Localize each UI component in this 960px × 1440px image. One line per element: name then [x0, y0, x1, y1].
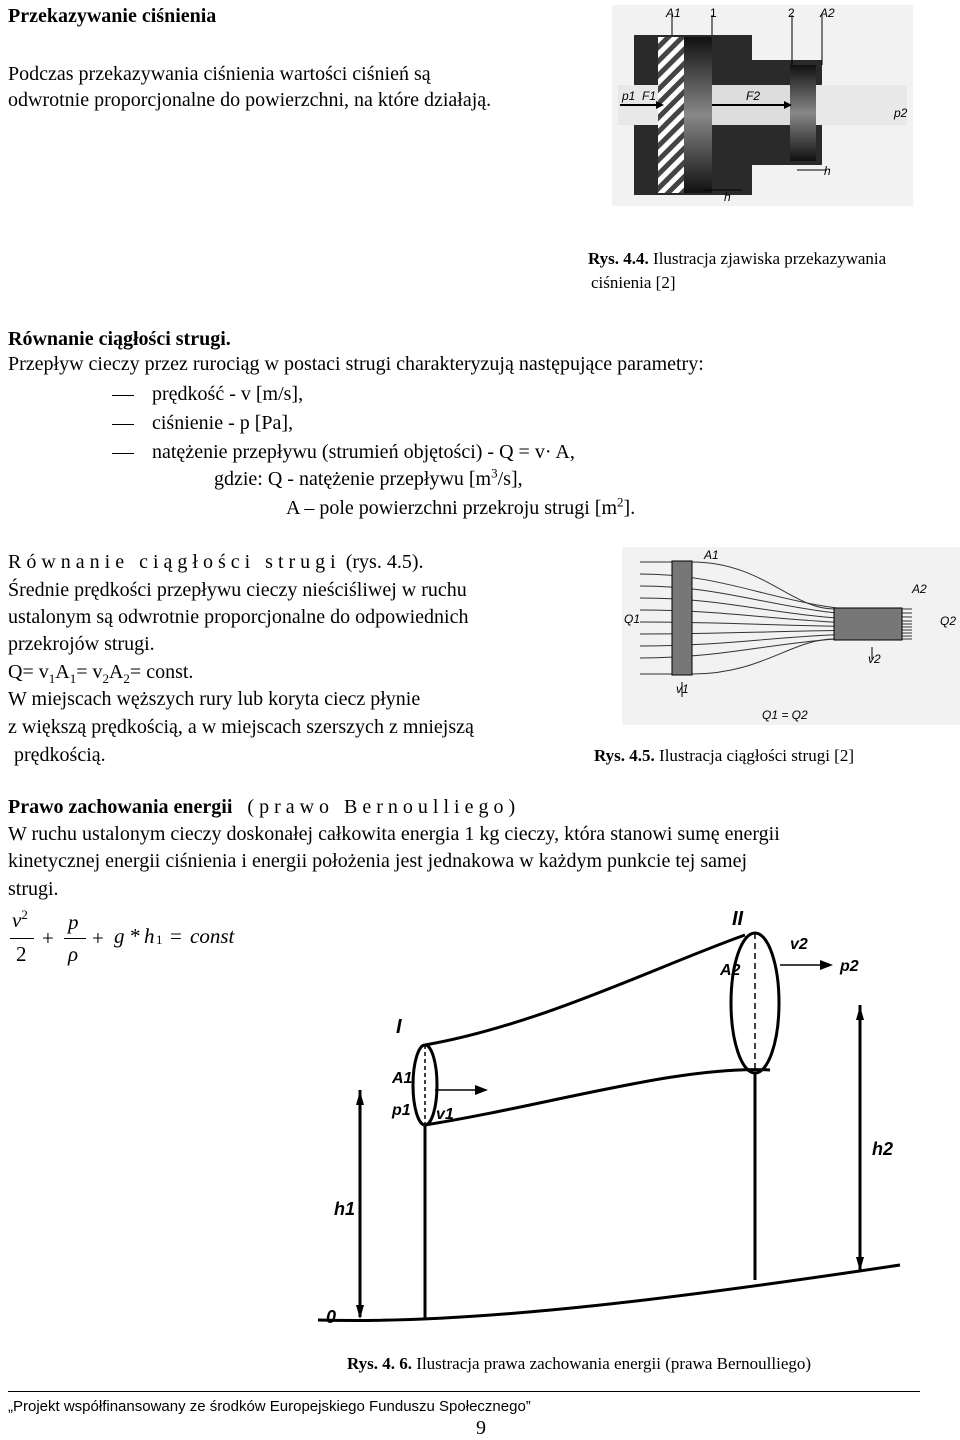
- definition-text: /s],: [497, 468, 523, 490]
- list-dash: [112, 453, 134, 454]
- list-item: [112, 440, 575, 464]
- label-p2: p2: [840, 958, 859, 975]
- continuity-heading: [8, 550, 424, 574]
- formula-exponent: 2: [21, 907, 28, 922]
- figure-caption: [594, 746, 854, 766]
- superscript: 3: [491, 465, 498, 481]
- list-item-text: prędkość - v [m/s],: [152, 383, 304, 405]
- footer-divider: [8, 1391, 920, 1392]
- definition-line: [286, 496, 635, 520]
- formula-star: *: [130, 924, 141, 948]
- text-line: Podczas przekazywania ciśnienia wartości ciśnień są: [8, 63, 431, 85]
- definition-text: A – pole powierzchni przekroju strugi [m: [286, 497, 618, 519]
- bernoulli-formula: [10, 908, 250, 972]
- formula-const: const: [190, 924, 235, 948]
- eq-part: = v: [76, 661, 103, 683]
- figure-caption-text: Ilustracja prawa zachowania energii (prawa Bernoulliego): [416, 1354, 812, 1373]
- spaced-heading: Równanie ciągłości strugi: [8, 551, 341, 573]
- formula-rho: ρ: [68, 942, 79, 966]
- text-line: kinetycznej energii ciśnienia i energii położenia jest jednakowa w każdym punkcie tej samej: [8, 850, 748, 872]
- text-line: odwrotnie proporcjonalne do powierzchni, na które działają.: [8, 89, 492, 111]
- text-line: ustalonym są odwrotnie proporcjonalne do odpowiednich: [8, 606, 469, 628]
- text-line: z większą prędkością, a w miejscach szerszych z mniejszą: [8, 716, 474, 738]
- label-h1: h1: [334, 1199, 356, 1219]
- label-v2: v2: [868, 652, 881, 666]
- label-p1: p1: [622, 89, 636, 103]
- label-p2: p2: [894, 106, 908, 120]
- subscript: 2: [102, 671, 109, 686]
- figure-caption-text: Ilustracja ciągłości strugi [2]: [659, 746, 855, 765]
- label-A1: A1: [666, 6, 681, 20]
- text-line: Średnie prędkości przepływu cieczy nieściśliwej w ruchu: [8, 579, 467, 601]
- label-F1: F1: [642, 89, 657, 103]
- text-line: W miejscach węższych rury lub koryta ciecz płynie: [8, 688, 421, 710]
- label-p1: p1: [392, 1102, 411, 1119]
- list-item-text: ciśnienie - p [Pa],: [152, 412, 294, 434]
- text-line: strugi.: [8, 878, 59, 900]
- definition-text: ].: [623, 497, 636, 519]
- list-item: [112, 411, 293, 435]
- pressure-transfer-diagram: [612, 5, 913, 206]
- section-title-pressure-transfer: Przekazywanie ciśnienia: [8, 5, 217, 27]
- label-v2: v2: [790, 936, 808, 953]
- section-title-continuity: Równanie ciągłości strugi.: [8, 328, 231, 350]
- formula-v: v: [12, 908, 22, 932]
- bernoulli-heading: [8, 795, 520, 819]
- label-section-I: I: [396, 1016, 402, 1038]
- text-line: przekrojów strugi.: [8, 633, 155, 655]
- fraction-bar: [64, 938, 86, 939]
- spaced-heading: (prawo Bernoulliego): [247, 796, 521, 818]
- label-A2: A2: [720, 962, 741, 979]
- label-Q1: Q1: [624, 612, 641, 626]
- figure-number: Rys. 4.4.: [588, 249, 649, 268]
- list-dash: [112, 424, 134, 425]
- figure-number: Rys. 4.5.: [594, 746, 655, 765]
- label-zero: 0: [326, 1307, 337, 1327]
- label-v1: v1: [676, 682, 689, 696]
- figure-reference: (rys. 4.5).: [345, 551, 424, 573]
- label-h2: h2: [872, 1139, 894, 1159]
- list-item-text: natężenie przepływu (strumień objętości) - Q = v· A,: [152, 441, 575, 463]
- list-item: [112, 382, 303, 406]
- figure-bernoulli: [300, 905, 910, 1345]
- label-h: h: [724, 190, 731, 204]
- label-F2: F2: [746, 89, 761, 103]
- label-Q2: Q2: [940, 614, 957, 628]
- figure-pressure-transfer: [612, 5, 913, 206]
- formula-equals: =: [170, 924, 182, 948]
- formula-plus: +: [92, 926, 104, 950]
- formula-g: g: [114, 924, 125, 948]
- eq-part: A: [55, 661, 70, 683]
- page-number: 9: [476, 1417, 486, 1439]
- definition-line: [214, 467, 523, 491]
- figure-continuity: [622, 547, 960, 725]
- continuity-equation: [8, 660, 193, 684]
- label-A1: A1: [704, 548, 719, 562]
- continuity-diagram: [622, 547, 960, 725]
- list-dash: [112, 395, 134, 396]
- label-section-II: II: [732, 908, 744, 930]
- text-line: prędkością.: [14, 744, 106, 766]
- subscript: 1: [48, 671, 56, 686]
- text-line: W ruchu ustalonym cieczy doskonałej całkowita energia 1 kg cieczy, która stanowi sumę energii: [8, 823, 780, 845]
- figure-caption-text: Ilustracja zjawiska przekazywania: [653, 249, 887, 268]
- eq-part: = const.: [129, 661, 194, 683]
- eq-part: Q= v: [8, 661, 49, 683]
- label-A1: A1: [392, 1070, 413, 1087]
- label-1: 1: [710, 6, 717, 20]
- figure-number: Rys. 4. 6.: [347, 1354, 413, 1373]
- section-title-energy: Prawo zachowania energii: [8, 796, 233, 818]
- formula-numerator: [12, 908, 28, 933]
- formula-plus: +: [42, 926, 54, 950]
- figure-caption: [347, 1354, 811, 1374]
- label-h: h: [824, 164, 831, 178]
- intro-text: Przepływ cieczy przez rurociąg w postaci strugi charakteryzują następujące parametry:: [8, 353, 704, 375]
- label-A2: A2: [820, 6, 835, 20]
- eq-part: A: [108, 661, 124, 683]
- definition-text: gdzie: Q - natężenie przepływu [m: [214, 468, 492, 490]
- bernoulli-diagram: [300, 905, 910, 1345]
- label-v1: v1: [436, 1106, 454, 1123]
- figure-caption-text: ciśnienia [2]: [591, 273, 676, 292]
- superscript: 2: [617, 494, 624, 510]
- label-2: 2: [788, 6, 795, 20]
- label-A2: A2: [912, 582, 927, 596]
- footer-text: „Projekt współfinansowany ze środków Europejskiego Funduszu Społecznego”: [8, 1398, 531, 1415]
- formula-p: p: [68, 910, 79, 934]
- subscript: 2: [123, 671, 130, 686]
- formula-h: h: [144, 924, 155, 948]
- subscript: 1: [69, 671, 77, 686]
- figure-caption: [588, 249, 886, 269]
- formula-subscript: 1: [156, 932, 163, 947]
- fraction-bar: [10, 938, 34, 939]
- label-q-equality: Q1 = Q2: [762, 708, 808, 722]
- formula-denominator: 2: [16, 942, 27, 966]
